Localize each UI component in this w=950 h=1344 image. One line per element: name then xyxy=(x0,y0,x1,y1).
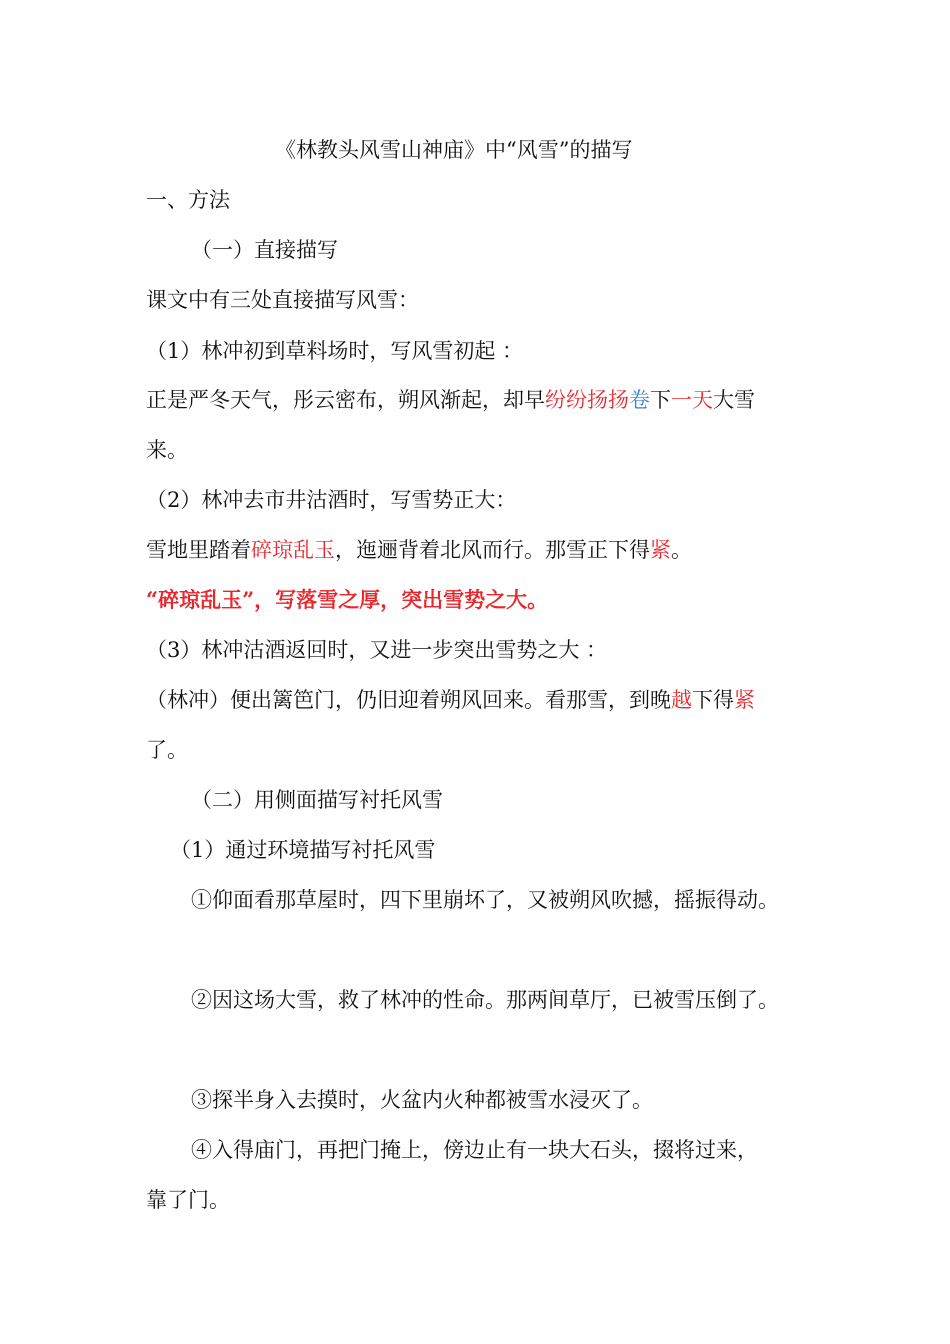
item3-highlight-yue: 越 xyxy=(671,688,692,712)
item3-quote-text-a: （林冲）便出篱笆门，仍旧迎着朔风回来。看那雪，到晚 xyxy=(146,688,671,712)
item2-heading: （2）林冲去市井沽酒时，写雪势正大： xyxy=(146,488,517,512)
subheading-indirect-description: （二）用侧面描写衬托风雪 xyxy=(191,788,443,812)
item2-note: “碎琼乱玉”，写落雪之厚，突出雪势之大。 xyxy=(146,587,549,612)
env-item-4-continued: 靠了门。 xyxy=(146,1188,230,1212)
item1-heading: （1）林冲初到草料场时，写风雪初起 ： xyxy=(146,339,524,363)
env-item-1: ①仰面看那草屋时，四下里崩坏了，又被朔风吹撼，摇振得动。 xyxy=(191,888,779,912)
page-title: 《林教头风雪山神庙》中“风雪”的描写 xyxy=(275,138,633,162)
item2-highlight-suiqiong: 碎琼乱玉 xyxy=(251,538,335,562)
item1-quote-text-a: 正是严冬天气，彤云密布，朔风渐起，却早 xyxy=(146,388,545,412)
item3-quote-line2: 了。 xyxy=(146,738,188,762)
section-heading-methods: 一、方法 xyxy=(146,188,230,212)
item3-heading: （3）林冲沽酒返回时，又进一步突出雪势之大 ： xyxy=(146,638,608,662)
item3-highlight-jin: 紧 xyxy=(734,688,755,712)
item2-quote-text-c: ，迤逦背着北风而行。那雪正下得 xyxy=(335,538,650,562)
item2-quote-text-e: 。 xyxy=(671,538,692,562)
item1-highlight-yitian: 一天 xyxy=(671,388,713,412)
item1-quote-text-f: 大雪 xyxy=(713,388,755,412)
item3-quote-text-c: 下得 xyxy=(692,688,734,712)
item2-quote-text-a: 雪地里踏着 xyxy=(146,538,251,562)
item1-highlight-juan: 卷 xyxy=(629,388,650,412)
subheading-environment: （1）通过环境描写衬托风雪 xyxy=(170,838,436,862)
item1-quote-text-d: 下 xyxy=(650,388,671,412)
item2-highlight-jin: 紧 xyxy=(650,538,671,562)
item3-quote-line1 xyxy=(146,686,755,714)
subheading-direct-description: （一）直接描写 xyxy=(191,238,338,262)
env-item-2: ②因这场大雪，救了林冲的性命。那两间草厅，已被雪压倒了。 xyxy=(191,988,779,1012)
item1-quote-line2: 来。 xyxy=(146,438,188,462)
intro-paragraph: 课文中有三处直接描写风雪： xyxy=(146,288,419,312)
item1-quote-line1 xyxy=(146,386,755,414)
item2-quote xyxy=(146,536,692,564)
item1-highlight-fenfen: 纷纷扬扬 xyxy=(545,388,629,412)
env-item-3: ③探半身入去摸时，火盆内火种都被雪水浸灭了。 xyxy=(191,1088,653,1112)
env-item-4: ④入得庙门，再把门掩上，傍边止有一块大石头，掇将过来， xyxy=(191,1138,758,1162)
